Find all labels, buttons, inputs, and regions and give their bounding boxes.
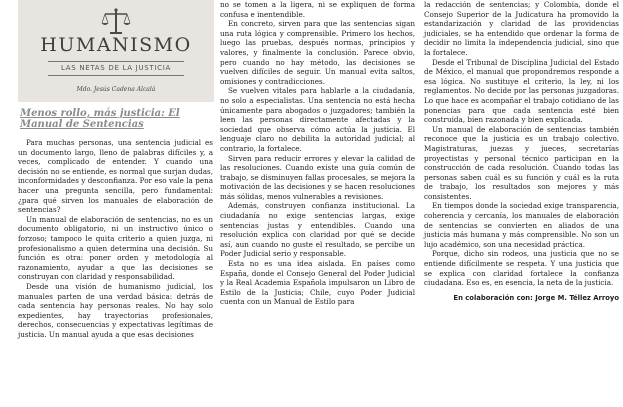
paragraph: Desde el Tribunal de Disciplina Judicial del Estado de México, el manual que propondremos responde a esa lógica. No sustituye el criterio, la ley, ni los reglamentos. No decide por las personas juzgadoras. Lo que hace es acompañar el trabajo cotidiano de las ponencias para que cada sentencia esté bien construida, bien razonada y bien explicada. — [424, 57, 619, 125]
column-masthead — [18, 0, 214, 102]
masthead-author: Mdo. Jesús Cadena Alcalá — [76, 86, 156, 93]
column-2 — [220, 0, 415, 307]
paragraph: Además, construyen confianza institucional. La ciudadanía no exige sentencias largas, exige sentencias justas y entendibles. Cuando una resolución explica con claridad por qué se decide así, aun cuando no guste el resultado, se percibe un Poder Judicial serio y responsable. — [220, 201, 415, 259]
masthead-subtitle: LAS NETAS DE LA JUSTICIA — [61, 64, 171, 72]
paragraph: Un manual de elaboración de sentencias, no es un documento obligatorio, ni un instructivo único o forzoso; tampoco le quita criterio a quien juzga, ni profesionalismo a quien determina una decisión. Su función es otra: poner orden y metodología al razonamiento, ayudar a que las decisiones se construyan con claridad y responsabilidad. — [18, 214, 213, 282]
paragraph: Un manual de elaboración de sentencias también reconoce que la justicia es un trabajo colectivo. Magistraturas, juezas y jueces, secretarías proyectistas y personal técnico participan en la construcción de cada resolución. Cuando todas las personas saben cuál es su función y cuál es la ruta de trabajo, los resultados son mejores y más consistentes. — [424, 124, 619, 201]
column-3 — [424, 0, 619, 303]
column-1 — [18, 0, 213, 339]
paragraph: En tiempos donde la sociedad exige transparencia, coherencia y cercanía, los manuales de elaboración de sentencias se convierten en aliados de una justicia más humana y más comprensible. No son un lujo académico, son una necesidad práctica. — [424, 201, 619, 249]
paragraph: Porque, dicho sin rodeos, una justicia que no se entiende difícilmente se respeta. Y una justicia que se explica con claridad fortalece la confianza ciudadana. Eso es, en esencia, la neta de la justicia. — [424, 249, 619, 288]
paragraph: Para muchas personas, una sentencia judicial es un documento largo, lleno de palabras difíciles y, a veces, complicado de entender. Y cuando una decisión no se entiende, es normal que surjan dudas, inconformidades y desconfianza. Por eso vale la pena hacer una pregunta sencilla, pero fundamental: ¿para qué sirven los manuales de elaboración de sentencias? — [18, 138, 213, 215]
paragraph: En concreto, sirven para que las sentencias sigan una ruta lógica y comprensible. Primero los hechos, luego las pruebas, después normas, principios y valores, y finalmente la conclusión. Parece obvio, pero cuando no hay método, las decisiones se vuelven difíciles de seguir. Un manual evita saltos, omisiones y contradicciones. — [220, 19, 415, 86]
masthead-rule-top — [48, 61, 184, 62]
paragraph: Desde una visión de humanismo judicial, los manuales parten de una verdad básica: detrás de cada sentencia hay personas reales. No hay solo expedientes, hay trayectorias profesionales, derechos, consecuencias y expectativas legítimas de justicia. Un manual ayuda a que esas decisiones — [18, 281, 213, 339]
article-headline: Menos rollo, más justicia: El Manual de Sentencias — [20, 108, 180, 130]
paragraph: no se tomen a la ligera, ni se expliquen de forma confusa e inentendible. — [220, 0, 415, 19]
author-credit: En colaboración con: Jorge M. Téllez Arroyo — [453, 293, 619, 302]
masthead-rule-bottom — [48, 75, 184, 76]
paragraph: Se vuelven vitales para hablarle a la ciudadanía, no solo a especialistas. Una sentencia no está hecha únicamente para abogados o juzgadores; también la leen las personas directamente afectadas y la sociedad que observa cómo actúa la justicia. El lenguaje claro no debilita la autoridad judicial; al contrario, la fortalece. — [220, 86, 415, 153]
paragraph: Sirven para reducir errores y elevar la calidad de las resoluciones. Cuando existe una guía común de trabajo, se disminuyen fallas procesales, se mejora la motivación de las decisiones y se hacen resoluciones más sólidas, menos vulnerables a revisiones. — [220, 153, 415, 201]
masthead-title: HUMANISMO — [40, 34, 192, 56]
paragraph: la redacción de sentencias; y Colombia, donde el Consejo Superior de la Judicatura ha promovido la estandarización y claridad de las providencias judiciales, se ha entendido que ordenar la forma de decidir no limita la independencia judicial, sino que la fortalece. — [424, 0, 619, 57]
paragraph: Esta no es una idea aislada. En países como España, donde el Consejo General del Poder Judicial y la Real Academia Española impulsaron un Libro de Estilo de la Justicia; Chile, cuyo Poder Judicial cuenta con un Manual de Estilo para — [220, 259, 415, 307]
